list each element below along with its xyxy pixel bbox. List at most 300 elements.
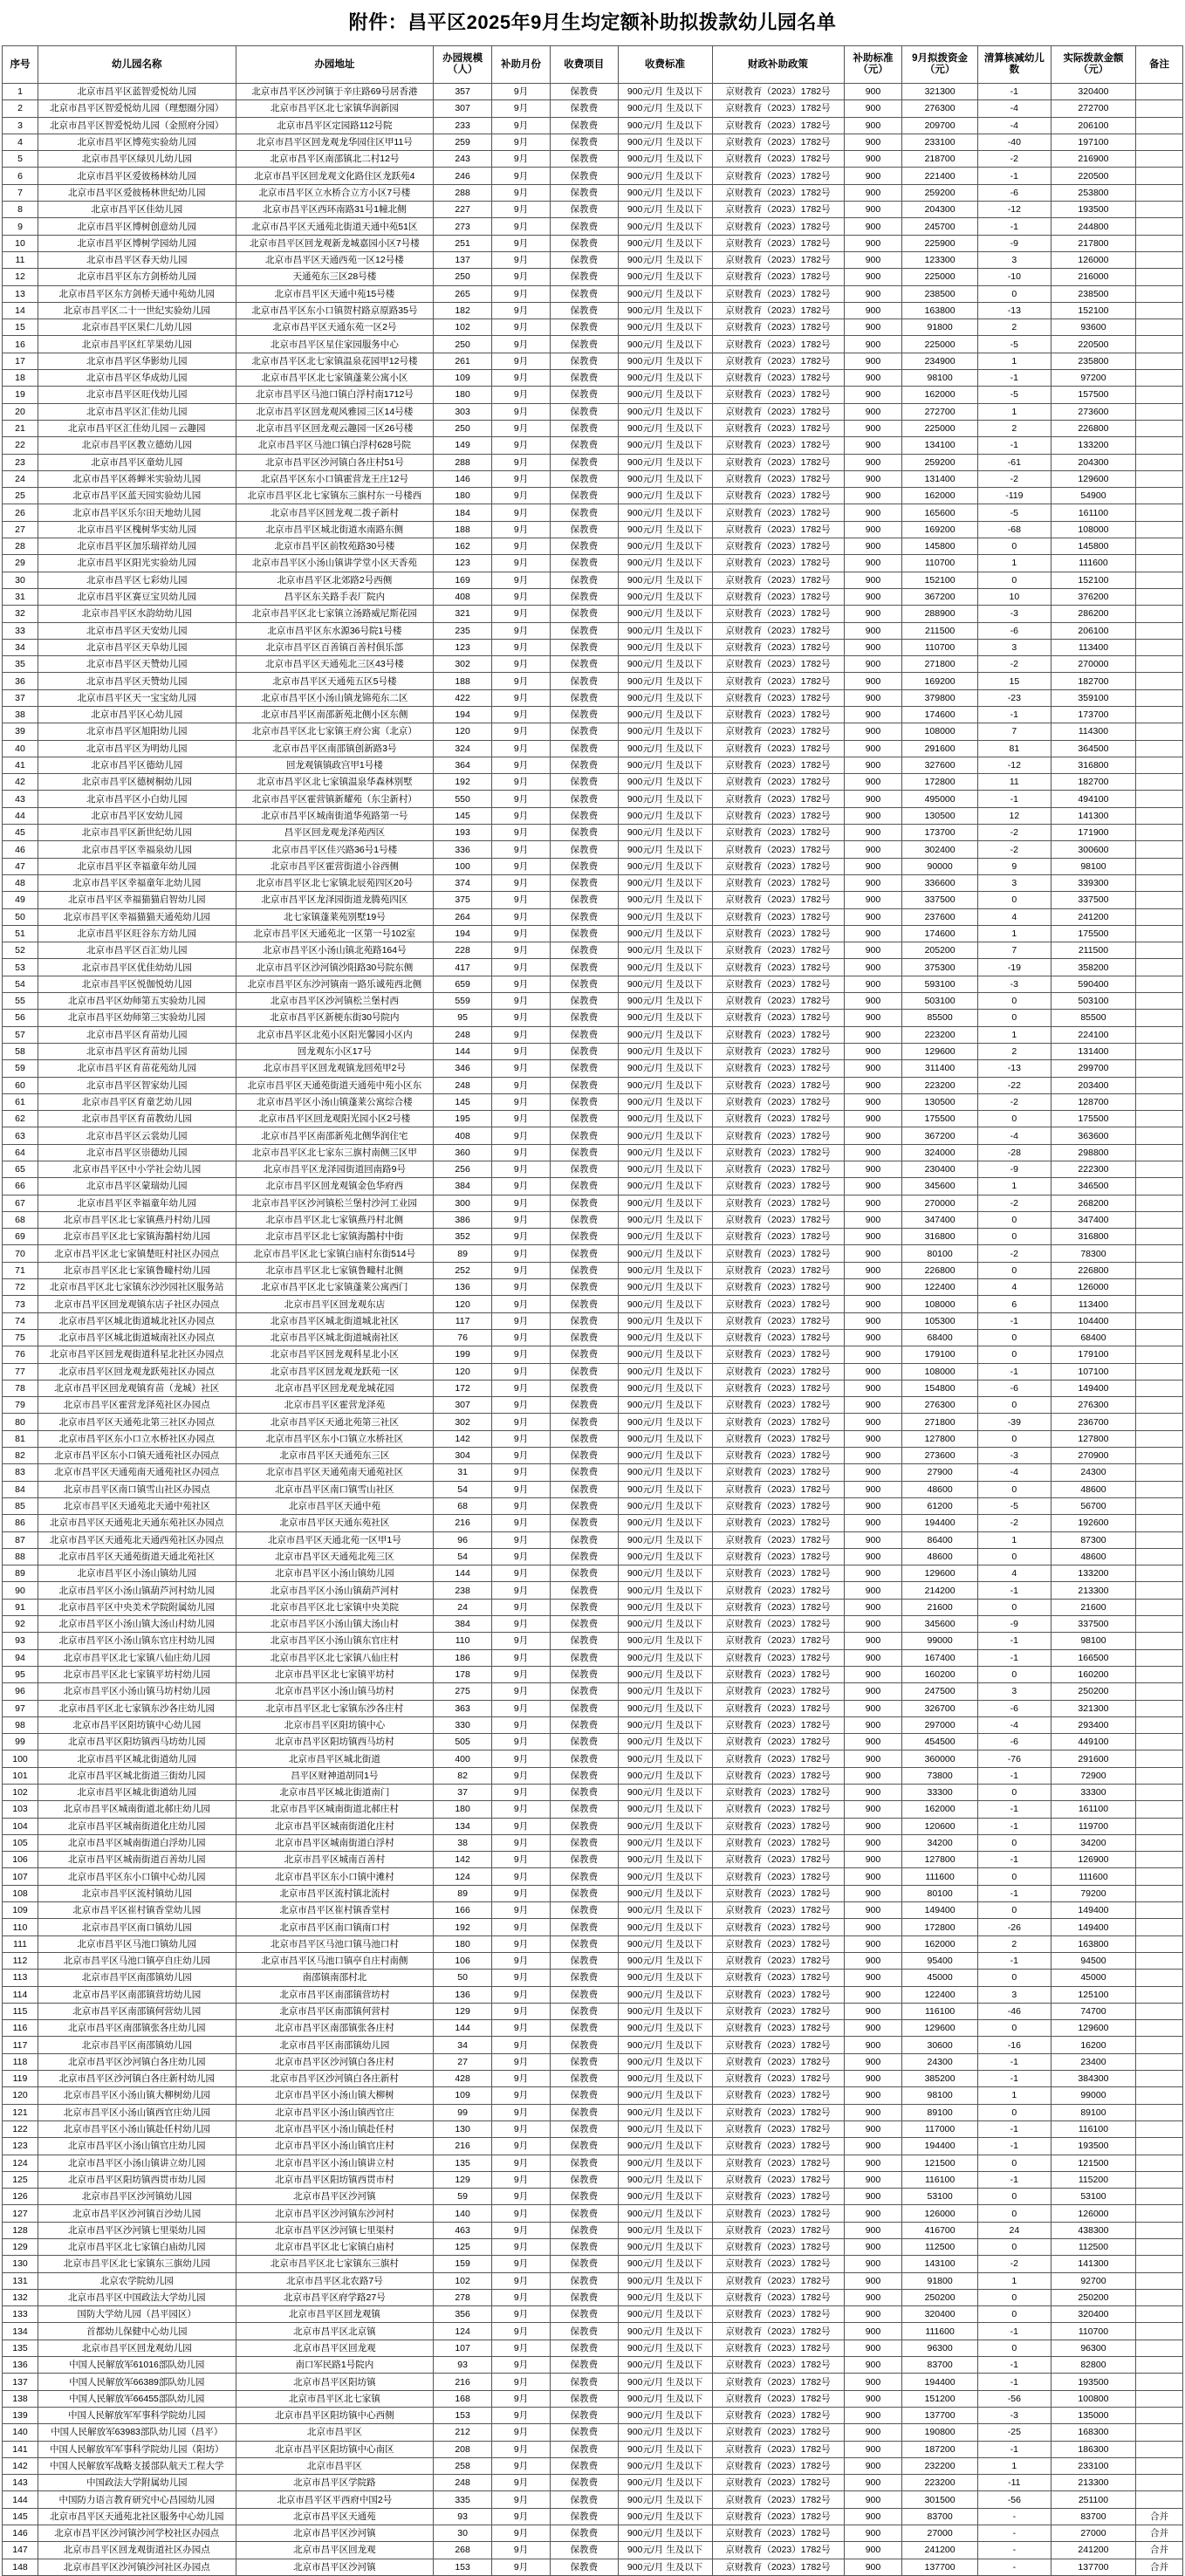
subsidy-standard-cell: 900 [844,2239,902,2256]
clearing-deduction-cell: 0 [977,2020,1051,2037]
table-row [3,1683,1183,1700]
fee-standard-cell: 900元/月 生及以下 [618,1245,712,1262]
remark-cell [1136,488,1183,504]
kindergarten-name-cell: 北京市昌平区七彩幼儿园 [38,572,236,588]
kindergarten-name-cell: 北京市昌平区乐尔田天地幼儿园 [38,504,236,521]
fee-standard-cell: 900元/月 生及以下 [618,2289,712,2305]
clearing-deduction-cell: -1 [977,84,1051,100]
row-index-cell: 21 [3,420,38,436]
remark-cell [1136,235,1183,251]
fee-item-cell: 保教费 [550,858,618,874]
subsidy-standard-cell: 900 [844,2340,902,2356]
kindergarten-name-cell: 北京市昌平区幼师第五实验幼儿园 [38,993,236,1010]
capacity-cell: 180 [434,488,492,504]
subsidy-month-cell: 9月 [492,1430,551,1447]
allocated-funds-cell: 238500 [902,285,977,302]
subsidy-policy-cell: 京财教育（2023）1782号 [712,2155,844,2171]
fee-item-cell: 保教费 [550,2256,618,2272]
kindergarten-name-cell: 北京市昌平区蒙瑞幼儿园 [38,1178,236,1195]
remark-cell [1136,908,1183,925]
table-row [3,1633,1183,1649]
clearing-deduction-cell: -23 [977,689,1051,706]
subsidy-month-cell: 9月 [492,1178,551,1195]
capacity-cell: 192 [434,774,492,791]
actual-amount-cell: 97200 [1051,370,1135,387]
kindergarten-name-cell: 北京市昌平区德幼儿园 [38,757,236,773]
subsidy-month-cell: 9月 [492,1448,551,1464]
remark-cell [1136,2272,1183,2289]
kindergarten-name-cell: 北京市昌平区优佳幼幼儿园 [38,959,236,976]
subsidy-month-cell: 9月 [492,993,551,1010]
actual-amount-cell: 79200 [1051,1885,1135,1901]
fee-item-cell: 保教费 [550,2441,618,2457]
capacity-cell: 265 [434,285,492,302]
remark-cell [1136,538,1183,555]
remark-cell [1136,1178,1183,1195]
actual-amount-cell: 213300 [1051,1582,1135,1599]
fee-standard-cell: 900元/月 生及以下 [618,319,712,336]
remark-cell [1136,100,1183,117]
remark-cell [1136,2306,1183,2323]
row-index-cell: 63 [3,1127,38,1144]
actual-amount-cell: 74700 [1051,2003,1135,2019]
allocated-funds-cell: 174600 [902,925,977,942]
fee-standard-cell: 900元/月 生及以下 [618,1649,712,1666]
remark-cell [1136,1363,1183,1380]
actual-amount-cell: 33300 [1051,1784,1135,1800]
table-row [3,1448,1183,1464]
capacity-cell: 89 [434,1245,492,1262]
fee-item-cell: 保教费 [550,437,618,454]
row-index-cell: 133 [3,2306,38,2323]
subsidy-policy-cell: 京财教育（2023）1782号 [712,1312,844,1329]
allocated-funds-cell: 116100 [902,2003,977,2019]
address-cell: 北京市昌平区天通北苑一区甲1号 [236,1531,434,1548]
actual-amount-cell: 48600 [1051,1481,1135,1497]
table-row [3,1296,1183,1312]
subsidy-policy-cell: 京财教育（2023）1782号 [712,1144,844,1161]
actual-amount-cell: 116100 [1051,2120,1135,2137]
clearing-deduction-cell: 3 [977,1986,1051,2003]
subsidy-policy-cell: 京财教育（2023）1782号 [712,791,844,807]
subsidy-standard-cell: 900 [844,1716,902,1733]
kindergarten-name-cell: 北京市昌平区北七家镇八仙庄幼儿园 [38,1649,236,1666]
subsidy-policy-cell: 京财教育（2023）1782号 [712,1952,844,1969]
actual-amount-cell: 87300 [1051,1531,1135,1548]
remark-cell [1136,1127,1183,1144]
fee-item-cell: 保教费 [550,117,618,134]
subsidy-standard-cell: 900 [844,1211,902,1228]
kindergarten-name-cell: 北京市昌平区回龙观街道科星北社区办园点 [38,1346,236,1363]
kindergarten-name-cell: 北京市昌平区二十一世纪实验幼儿园 [38,302,236,319]
allocated-funds-cell: 129600 [902,1565,977,1582]
row-index-cell: 4 [3,134,38,150]
subsidy-policy-cell: 京财教育（2023）1782号 [712,689,844,706]
allocated-funds-cell: 273600 [902,1448,977,1464]
table-row [3,1144,1183,1161]
remark-cell [1136,606,1183,622]
clearing-deduction-cell: -12 [977,757,1051,773]
capacity-cell: 559 [434,993,492,1010]
fee-standard-cell: 900元/月 生及以下 [618,2407,712,2423]
subsidy-policy-cell: 京财教育（2023）1782号 [712,740,844,757]
subsidy-month-cell: 9月 [492,606,551,622]
remark-cell [1136,269,1183,285]
kindergarten-name-cell: 北京市昌平区博树创意幼儿园 [38,218,236,235]
allocated-funds-cell: 151200 [902,2390,977,2407]
subsidy-standard-cell: 900 [844,2205,902,2222]
row-index-cell: 98 [3,1716,38,1733]
subsidy-policy-cell: 京财教育（2023）1782号 [712,2340,844,2356]
fee-item-cell: 保教费 [550,302,618,319]
subsidy-standard-cell: 900 [844,353,902,369]
allocated-funds-cell: 179100 [902,1346,977,1363]
address-cell: 北京市昌平区沙河镇 [236,2189,434,2205]
actual-amount-cell: 53100 [1051,2189,1135,2205]
address-cell: 北京市昌平区小汤山镇讲立村 [236,2155,434,2171]
allocated-funds-cell: 61200 [902,1497,977,1514]
clearing-deduction-cell: 4 [977,1565,1051,1582]
fee-standard-cell: 900元/月 生及以下 [618,2256,712,2272]
allocated-funds-cell: 83700 [902,2357,977,2374]
kindergarten-name-cell: 北京市昌平区小汤山镇幼儿园 [38,1565,236,1582]
address-cell: 北京市昌平区北七家镇东沙各庄村 [236,1700,434,1716]
subsidy-month-cell: 9月 [492,2020,551,2037]
remark-cell: 合并 [1136,2508,1183,2525]
row-index-cell: 147 [3,2542,38,2559]
row-index-cell: 68 [3,1211,38,1228]
address-cell: 北京市昌平区南口镇南口村 [236,1919,434,1935]
clearing-deduction-cell: 0 [977,1262,1051,1278]
capacity-cell: 330 [434,1716,492,1733]
clearing-deduction-cell: -2 [977,151,1051,168]
row-index-cell: 49 [3,892,38,908]
subsidy-month-cell: 9月 [492,319,551,336]
allocated-funds-cell: 110700 [902,639,977,655]
fee-standard-cell: 900元/月 生及以下 [618,1497,712,1514]
capacity-cell: 135 [434,2155,492,2171]
fee-standard-cell: 900元/月 生及以下 [618,2390,712,2407]
allocated-funds-cell: 218700 [902,151,977,168]
row-index-cell: 46 [3,841,38,858]
clearing-deduction-cell: -2 [977,656,1051,673]
subsidy-policy-cell: 京财教育（2023）1782号 [712,1245,844,1262]
address-cell: 北京市昌平区北七家镇中央美院 [236,1599,434,1615]
subsidy-standard-cell: 900 [844,1043,902,1059]
address-cell: 北京市昌平区北七家镇温泉华森林别墅 [236,774,434,791]
kindergarten-name-cell: 北京市昌平区童幼儿园 [38,454,236,470]
table-row [3,1093,1183,1110]
allocated-funds-cell: 165600 [902,504,977,521]
subsidy-standard-cell: 900 [844,1060,902,1077]
fee-standard-cell: 900元/月 生及以下 [618,1902,712,1919]
fee-standard-cell: 900元/月 生及以下 [618,1144,712,1161]
row-index-cell: 47 [3,858,38,874]
kindergarten-name-cell: 北京市昌平区幸福猫猫天通苑幼儿园 [38,908,236,925]
subsidy-policy-cell: 京财教育（2023）1782号 [712,336,844,353]
address-cell: 北京市昌平区沙河镇白各庄村 [236,2053,434,2070]
table-row [3,387,1183,403]
actual-amount-cell: 235800 [1051,353,1135,369]
fee-item-cell: 保教费 [550,336,618,353]
fee-item-cell: 保教费 [550,1279,618,1296]
subsidy-policy-cell: 京财教育（2023）1782号 [712,1077,844,1093]
capacity-cell: 106 [434,1952,492,1969]
subsidy-standard-cell: 900 [844,588,902,605]
allocated-funds-cell: 301500 [902,2491,977,2508]
allocated-funds-cell: 247500 [902,1683,977,1700]
address-cell: 北京市昌平区北七家镇东三旗村 [236,2256,434,2272]
table-row [3,1414,1183,1430]
table-row [3,370,1183,387]
row-index-cell: 78 [3,1380,38,1396]
allocated-funds-cell: 99000 [902,1633,977,1649]
actual-amount-cell: 253800 [1051,184,1135,201]
subsidy-standard-cell: 900 [844,1531,902,1548]
clearing-deduction-cell: 1 [977,555,1051,572]
address-cell: 北京市昌平区马池口镇马池口村 [236,1935,434,1952]
clearing-deduction-cell: -5 [977,336,1051,353]
actual-amount-cell: 203400 [1051,1077,1135,1093]
capacity-cell: 188 [434,521,492,538]
address-cell: 北京市昌平区北七家镇平坊村 [236,1666,434,1682]
clearing-deduction-cell: 0 [977,1834,1051,1851]
subsidy-standard-cell: 900 [844,2003,902,2019]
fee-item-cell: 保教费 [550,874,618,891]
subsidy-month-cell: 9月 [492,538,551,555]
column-header: 办园地址 [236,46,434,84]
fee-item-cell: 保教费 [550,1565,618,1582]
subsidy-month-cell: 9月 [492,1767,551,1784]
row-index-cell: 73 [3,1296,38,1312]
subsidy-policy-cell: 京财教育（2023）1782号 [712,134,844,150]
subsidy-month-cell: 9月 [492,689,551,706]
remark-cell [1136,1784,1183,1800]
kindergarten-name-cell: 北京市昌平区加乐瑞祥幼儿园 [38,538,236,555]
subsidy-policy-cell: 京财教育（2023）1782号 [712,1801,844,1818]
actual-amount-cell: 141300 [1051,807,1135,824]
fee-item-cell: 保教费 [550,1852,618,1868]
subsidy-month-cell: 9月 [492,1700,551,1716]
subsidy-policy-cell: 京财教育（2023）1782号 [712,285,844,302]
kindergarten-name-cell: 北京市昌平区赛豆宝贝幼儿园 [38,588,236,605]
table-row [3,2239,1183,2256]
address-cell: 北京市昌平区东沙河镇南一路乐诚苑西北侧 [236,976,434,992]
fee-standard-cell: 900元/月 生及以下 [618,1296,712,1312]
row-index-cell: 96 [3,1683,38,1700]
allocated-funds-cell: 232200 [902,2457,977,2474]
subsidy-month-cell: 9月 [492,1852,551,1868]
actual-amount-cell: 93600 [1051,319,1135,336]
table-row [3,555,1183,572]
actual-amount-cell: 82800 [1051,2357,1135,2374]
column-header: 财政补助政策 [712,46,844,84]
clearing-deduction-cell: -5 [977,1497,1051,1514]
subsidy-month-cell: 9月 [492,285,551,302]
table-row [3,336,1183,353]
allocated-funds-cell: 416700 [902,2222,977,2238]
capacity-cell: 162 [434,538,492,555]
subsidy-standard-cell: 900 [844,2104,902,2120]
capacity-cell: 235 [434,622,492,639]
remark-cell [1136,1026,1183,1043]
kindergarten-name-cell: 北京市昌平区沙河镇幼儿园 [38,2189,236,2205]
fee-item-cell: 保教费 [550,1683,618,1700]
capacity-cell: 142 [434,1852,492,1868]
table-row [3,1801,1183,1818]
capacity-cell: 246 [434,168,492,184]
subsidy-policy-cell: 京财教育（2023）1782号 [712,1497,844,1514]
subsidy-policy-cell: 京财教育（2023）1782号 [712,1784,844,1800]
table-row [3,1043,1183,1059]
subsidy-month-cell: 9月 [492,2542,551,2559]
capacity-cell: 117 [434,1312,492,1329]
subsidy-month-cell: 9月 [492,2357,551,2374]
allocated-funds-cell: 326700 [902,1700,977,1716]
fee-item-cell: 保教费 [550,353,618,369]
actual-amount-cell: 193500 [1051,2138,1135,2155]
subsidy-month-cell: 9月 [492,1986,551,2003]
actual-amount-cell: 145800 [1051,538,1135,555]
remark-cell [1136,1649,1183,1666]
subsidy-month-cell: 9月 [492,942,551,959]
fee-standard-cell: 900元/月 生及以下 [618,740,712,757]
clearing-deduction-cell: -1 [977,2071,1051,2087]
fee-item-cell: 保教费 [550,622,618,639]
clearing-deduction-cell: -4 [977,100,1051,117]
fee-standard-cell: 900元/月 生及以下 [618,251,712,268]
capacity-cell: 375 [434,892,492,908]
remark-cell [1136,1582,1183,1599]
fee-item-cell: 保教费 [550,504,618,521]
subsidy-standard-cell: 900 [844,84,902,100]
subsidy-month-cell: 9月 [492,1683,551,1700]
actual-amount-cell: 220500 [1051,336,1135,353]
subsidy-policy-cell: 京财教育（2023）1782号 [712,908,844,925]
subsidy-month-cell: 9月 [492,2256,551,2272]
subsidy-policy-cell: 京财教育（2023）1782号 [712,2289,844,2305]
allocated-funds-cell: 96300 [902,2340,977,2356]
fee-standard-cell: 900元/月 生及以下 [618,1919,712,1935]
fee-standard-cell: 900元/月 生及以下 [618,1430,712,1447]
subsidy-policy-cell: 京财教育（2023）1782号 [712,1767,844,1784]
column-header: 补助标准（元） [844,46,902,84]
subsidy-month-cell: 9月 [492,1649,551,1666]
subsidy-month-cell: 9月 [492,1633,551,1649]
capacity-cell: 248 [434,1077,492,1093]
actual-amount-cell: 126000 [1051,1279,1135,1296]
capacity-cell: 188 [434,673,492,689]
clearing-deduction-cell: -61 [977,454,1051,470]
address-cell: 北京市昌平区龙泽园街道回南路9号 [236,1161,434,1178]
row-index-cell: 12 [3,269,38,285]
fee-standard-cell: 900元/月 生及以下 [618,841,712,858]
actual-amount-cell: 241200 [1051,908,1135,925]
capacity-cell: 37 [434,1784,492,1800]
clearing-deduction-cell: -56 [977,2491,1051,2508]
subsidy-standard-cell: 900 [844,1161,902,1178]
allocated-funds-cell: 225000 [902,269,977,285]
clearing-deduction-cell: 81 [977,740,1051,757]
subsidy-standard-cell: 900 [844,2475,902,2491]
column-header: 补助月份 [492,46,551,84]
actual-amount-cell: 273600 [1051,403,1135,420]
capacity-cell: 264 [434,908,492,925]
fee-standard-cell: 900元/月 生及以下 [618,353,712,369]
row-index-cell: 111 [3,1935,38,1952]
subsidy-month-cell: 9月 [492,420,551,436]
table-row [3,521,1183,538]
fee-standard-cell: 900元/月 生及以下 [618,2222,712,2238]
clearing-deduction-cell: 0 [977,892,1051,908]
actual-amount-cell: 293400 [1051,1716,1135,1733]
actual-amount-cell: 128700 [1051,1093,1135,1110]
subsidy-month-cell: 9月 [492,521,551,538]
clearing-deduction-cell: 0 [977,1010,1051,1026]
subsidy-month-cell: 9月 [492,353,551,369]
table-row [3,84,1183,100]
remark-cell [1136,1010,1183,1026]
fee-item-cell: 保教费 [550,269,618,285]
allocated-funds-cell: 30600 [902,2037,977,2053]
capacity-cell: 363 [434,1700,492,1716]
capacity-cell: 182 [434,302,492,319]
allocated-funds-cell: 194400 [902,2374,977,2390]
subsidy-month-cell: 9月 [492,588,551,605]
subsidy-policy-cell: 京财教育（2023）1782号 [712,251,844,268]
fee-item-cell: 保教费 [550,1481,618,1497]
capacity-cell: 251 [434,235,492,251]
fee-standard-cell: 900元/月 生及以下 [618,1801,712,1818]
address-cell: 北七家镇蓬莱苑别墅19号 [236,908,434,925]
allocated-funds-cell: 320400 [902,2306,977,2323]
fee-item-cell: 保教费 [550,1666,618,1682]
table-row [3,908,1183,925]
row-index-cell: 43 [3,791,38,807]
fee-item-cell: 保教费 [550,1784,618,1800]
capacity-cell: 50 [434,1970,492,1986]
clearing-deduction-cell: 24 [977,2222,1051,2238]
remark-cell [1136,1481,1183,1497]
actual-amount-cell: 320400 [1051,84,1135,100]
address-cell: 北京市昌平区天通苑北一区第一号102室 [236,925,434,942]
subsidy-policy-cell: 京财教育（2023）1782号 [712,2053,844,2070]
table-row [3,791,1183,807]
fee-item-cell: 保教费 [550,1497,618,1514]
table-row [3,1616,1183,1633]
table-row [3,2475,1183,2491]
row-index-cell: 105 [3,1834,38,1851]
fee-standard-cell: 900元/月 生及以下 [618,218,712,235]
row-index-cell: 80 [3,1414,38,1430]
subsidy-standard-cell: 900 [844,202,902,218]
allocated-funds-cell: 126000 [902,2205,977,2222]
subsidy-month-cell: 9月 [492,791,551,807]
subsidy-standard-cell: 900 [844,1245,902,1262]
actual-amount-cell: 131400 [1051,1043,1135,1059]
fee-standard-cell: 900元/月 生及以下 [618,437,712,454]
remark-cell [1136,2374,1183,2390]
fee-item-cell: 保教费 [550,2390,618,2407]
subsidy-month-cell: 9月 [492,572,551,588]
clearing-deduction-cell: -1 [977,1363,1051,1380]
address-cell: 北京市昌平区北七家镇海鶄村中街 [236,1229,434,1245]
capacity-cell: 120 [434,1296,492,1312]
fee-item-cell: 保教费 [550,521,618,538]
subsidy-standard-cell: 900 [844,403,902,420]
remark-cell [1136,1919,1183,1935]
remark-cell [1136,689,1183,706]
